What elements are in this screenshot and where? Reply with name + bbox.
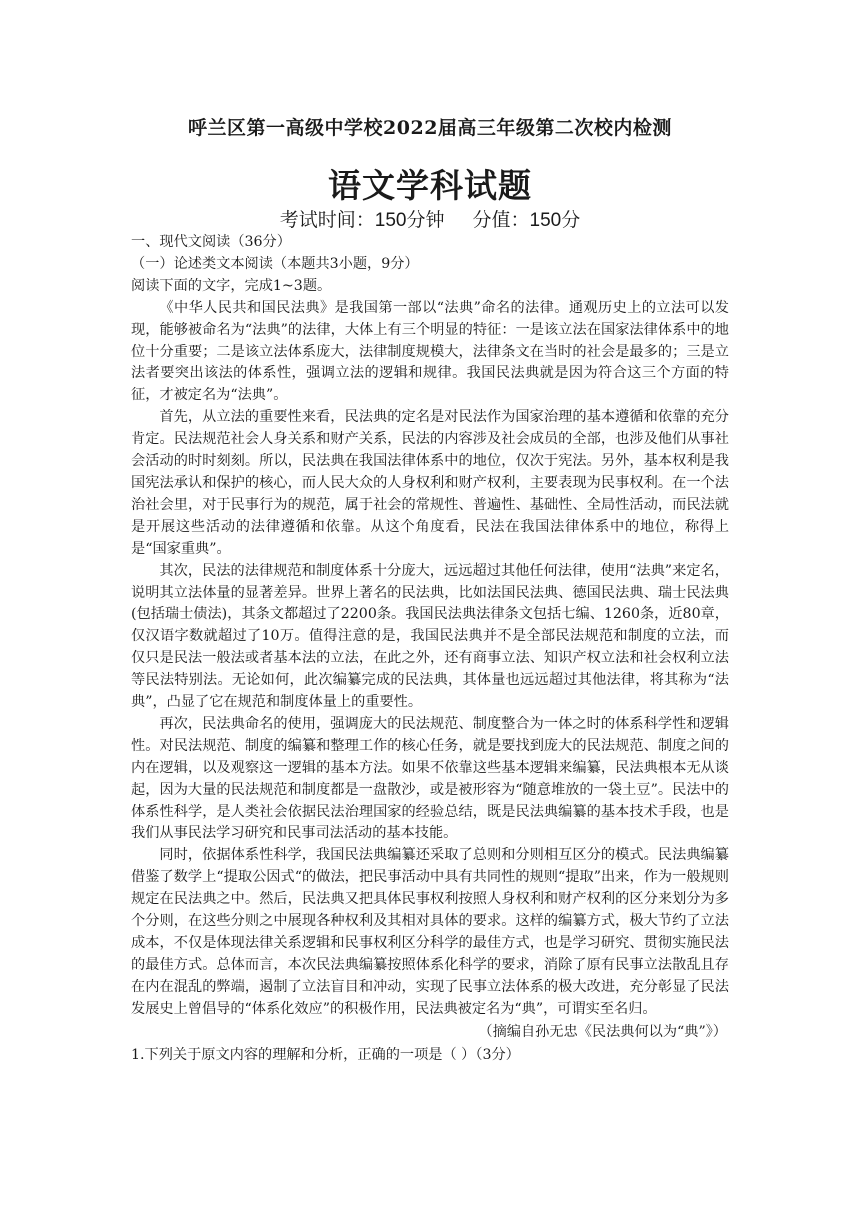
article-source: （摘编自孙无忠《民法典何以为“典”》）	[478, 1023, 727, 1040]
article-paragraph: 《中华人民共和国民法典》是我国第一部以“法典”命名的法律。通观历史上的立法可以发现，能够被命名为“法典”的法律，大体上有三个明显的特征：一是该立法在国家法律体系中的地位十分重要；二是该立法体系庞大，法律制度规模大，法律条文在当时的社会是最多的；三是立法者要突出该法的体系性，强调立法的逻辑和规律。我国民法典就是因为符合这三个方面的特征，才被定名为“法典”。	[131, 299, 729, 404]
school-title: 呼兰区第一高级中学校2022届高三年级第二次校内检测	[188, 117, 672, 139]
question-1: 1.下列关于原文内容的理解和分析，正确的一项是（ ）（3分）	[131, 1046, 520, 1063]
article-paragraph: 再次，民法典命名的使用，强调庞大的民法规范、制度整合为一体之时的体系科学性和逻辑性。对民法规范、制度的编纂和整理工作的核心任务，就是要找到庞大的民法规范、制度之间的内在逻辑，以及观察这一逻辑的基本方法。如果不依靠这些基本逻辑来编纂，民法典根本无从谈起，因为大量的民法规范和制度都是一盘散沙，或是被形容为“随意堆放的一袋土豆”。民法中的体系性科学，是人类社会依据民法治理国家的经验总结，既是民法典编纂的基本技术手段，也是我们从事民法学习研究和民事司法活动的基本技能。	[131, 715, 729, 842]
article-paragraph: 首先，从立法的重要性来看，民法典的定名是对民法作为国家治理的基本遵循和依靠的充分肯定。民法规范社会人身关系和财产关系，民法的内容涉及社会成员的全部，也涉及他们从事社会活动的时时刻刻。所以，民法典在我国法律体系中的地位，仅次于宪法。另外，基本权利是我国宪法承认和保护的核心，而人民大众的人身权利和财产权利，主要表现为民事权利。在一个法治社会里，对于民事行为的规范，属于社会的常规性、普遍性、基础性、全局性活动，而民法就是开展这些活动的法律遵循和依靠。从这个角度看，民法在我国法律体系中的地位，称得上是“国家重典”。	[131, 409, 729, 557]
exam-info	[0, 205, 860, 232]
subject-title: 语文学科试题	[328, 166, 532, 205]
section-subheading: （一）论述类文本阅读（本题共3小题，9分）	[131, 255, 419, 272]
section-heading: 一、现代文阅读（36分）	[131, 234, 291, 250]
exam-score: 分值：150分	[472, 210, 581, 231]
article-paragraph: 其次，民法的法律规范和制度体系十分庞大，远远超过其他任何法律，使用“法典”来定名，说明其立法体量的显著差异。世界上著名的民法典，比如法国民法典、德国民法典、瑞士民法典(包括瑞士债法)，其条文都超过了2200条。我国民法典法律条文包括七编、1260条，近80章，仅汉语字数就超过了10万。值得注意的是，我国民法典并不是全部民法规范和制度的立法，而仅只是民法一般法或者基本法的立法，在此之外，还有商事立法、知识产权立法和社会权利立法等民法特别法。无论如何，此次编纂完成的民法典，其体量也远远超过其他法律，将其称为“法典”，凸显了它在规范和制度体量上的重要性。	[131, 562, 729, 711]
article-paragraph: 同时，依据体系性科学，我国民法典编纂还采取了总则和分则相互区分的模式。民法典编纂借鉴了数学上“提取公因式“的做法，把民事活动中具有共同性的规则“提取”出来，作为一般规则规定在民法典之中。然后，民法典又把具体民事权利按照人身权利和财产权利的区分来划分为多个分则，在这些分则之中展现各种权利及其相对具体的要求。这样的编纂方式，极大节约了立法成本，不仅是体现法律关系逻辑和民事权利区分科学的最佳方式，也是学习研究、贯彻实施民法的最佳方式。总体而言，本次民法典编纂按照体系化科学的要求，消除了原有民事立法散乱且存在内在混乱的弊端，遏制了立法盲目和冲动，实现了民事立法体系的极大改进，充分彰显了民法发展史上曾倡导的“体系化效应”的积极作用，民法典被定名为“典”，可谓实至名归。	[131, 847, 729, 1017]
section-instruction: 阅读下面的文字，完成1~3题。	[131, 277, 332, 294]
reading-section	[131, 232, 729, 1066]
exam-time: 考试时间：150分钟	[279, 210, 445, 231]
